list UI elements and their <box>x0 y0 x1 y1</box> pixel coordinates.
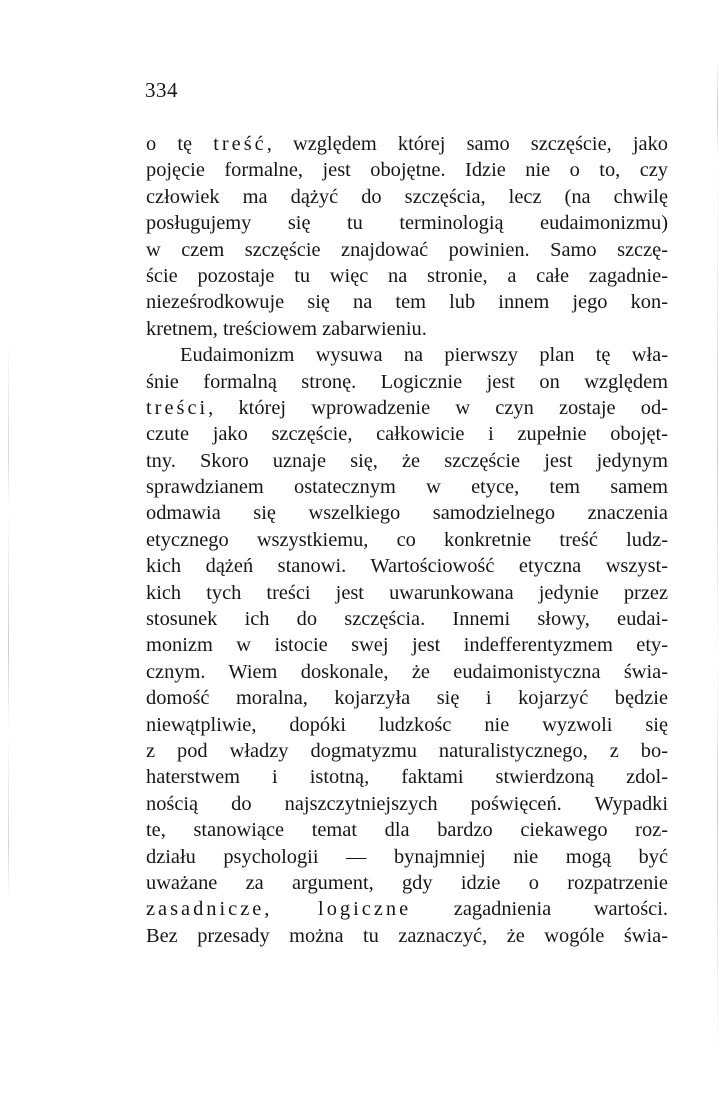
text-line: sprawdzianem ostatecznym w etyce, tem samem <box>146 476 668 499</box>
text-line: pojęcie formalne, jest obojętne. Idzie nie o to, czy <box>146 159 668 182</box>
text-line: tny. Skoro uznaje się, że szczęście jest jedynym <box>146 449 668 472</box>
body-text <box>146 131 668 949</box>
page-number: 334 <box>145 78 178 102</box>
text-line: o tę treść, względem której samo szczęście, jako <box>146 133 668 155</box>
text-line: działu psychologii — bynajmniej nie mogą być <box>146 845 668 868</box>
scan-edge-left <box>8 340 9 900</box>
text-line: kich tych treści jest uwarunkowana jedynie przez <box>146 581 668 604</box>
text-line: stosunek ich do szczęścia. Innemi słowy, eudai- <box>146 608 668 631</box>
scan-edge-right <box>717 60 718 1060</box>
emphasized-word: treści <box>146 396 209 419</box>
text-line: haterstwem i istotną, faktami stwierdzoną zdol- <box>146 766 668 789</box>
text-line: etycznego wszystkiemu, co konkretnie treść ludz- <box>146 528 668 551</box>
text-line: ście pozostaje tu więc na stronie, a całe zagadnie- <box>146 264 668 287</box>
paragraph-start-line: Eudaimonizm wysuwa na pierwszy plan tę wła- <box>180 344 668 367</box>
text-line: monizm w istocie swej jest indefferentyzmem ety- <box>146 634 668 657</box>
emphasized-word: treść <box>213 133 267 155</box>
text-line: posługujemy się tu terminologią eudaimonizmu) <box>146 212 668 235</box>
text-line: nością do najszczytniejszych poświęceń. Wypadki <box>146 792 668 815</box>
text-line: odmawia się wszelkiego samodzielnego znaczenia <box>146 502 668 525</box>
text-line: treści, której wprowadzenie w czyn zostaje od- <box>146 396 668 419</box>
text-line: cznym. Wiem doskonale, że eudaimonistyczna świa- <box>146 660 668 683</box>
text-line: czute jako szczęście, całkowicie i zupełnie obojęt- <box>146 423 668 446</box>
text-line: uważane za argument, gdy idzie o rozpatrzenie <box>146 871 668 894</box>
text-line: domość moralna, kojarzyła się i kojarzyć będzie <box>146 687 668 710</box>
text-line: kich dążeń stanowi. Wartościowość etyczna wszyst- <box>146 555 668 578</box>
text-line: z pod władzy dogmatyzmu naturalistycznego, z bo- <box>146 739 668 762</box>
emphasized-words: zasadnicze, logiczne <box>146 898 412 921</box>
text-line: w czem szczęście znajdować powinien. Samo szczę- <box>146 238 668 261</box>
text-line: nieześrodkowuje się na tem lub innem jego kon- <box>146 291 668 314</box>
paragraph-end-line: kretnem, treściowem zabarwieniu. <box>146 317 427 340</box>
text-line: Bez przesady można tu zaznaczyć, że wogóle świa- <box>146 924 668 947</box>
text-line: te, stanowiące temat dla bardzo ciekawego roz- <box>146 819 668 842</box>
text-line: człowiek ma dążyć do szczęścia, lecz (na chwilę <box>146 185 668 208</box>
text-line: niewątpliwie, dopóki ludzkośc nie wyzwoli się <box>146 713 668 736</box>
text-line: zasadnicze, logiczne zagadnienia wartości. <box>146 898 668 921</box>
text-line: śnie formalną stronę. Logicznie jest on względem <box>146 370 668 393</box>
